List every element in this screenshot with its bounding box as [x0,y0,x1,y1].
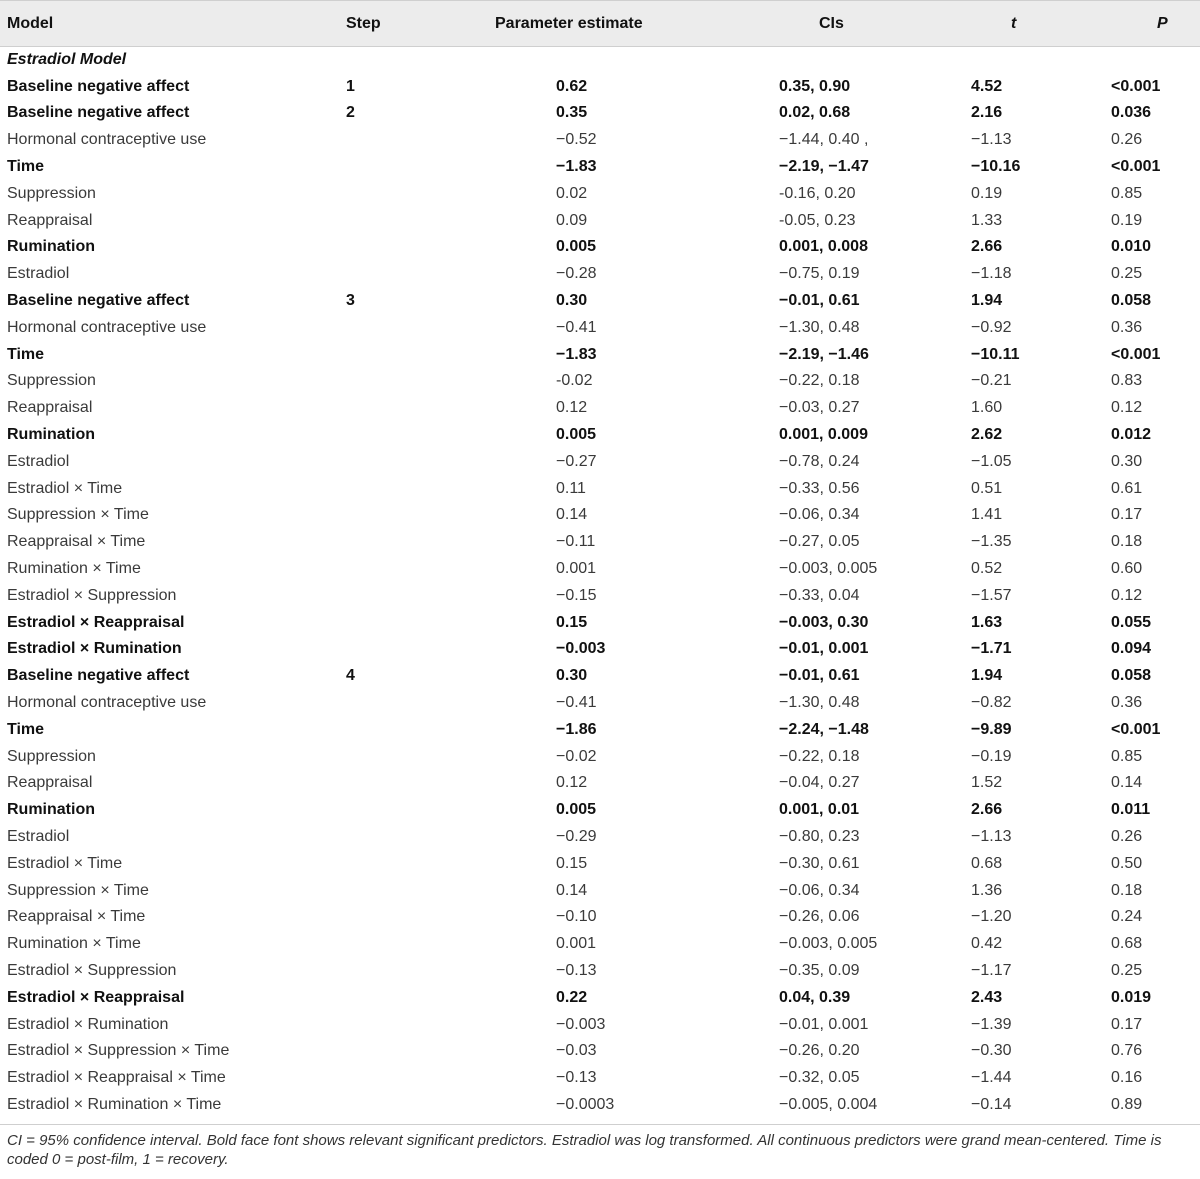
table-row [0,663,1200,690]
step-cell [346,529,476,556]
predictor-cell: Reappraisal [7,211,93,229]
estimate-cell: 0.005 [556,426,597,444]
t-value-cell: −0.19 [971,747,1012,765]
predictor-cell: Reappraisal [7,399,93,417]
t-value-cell: 0.68 [971,854,1003,872]
p-value-cell: 0.010 [1111,238,1152,256]
step-cell [346,716,476,743]
table-row [0,797,1200,824]
t-value-cell: −1.13 [971,828,1012,845]
step-cell [346,180,476,207]
predictor-cell: Baseline negative affect [7,104,190,122]
ci-cell: −0.01, 0.001 [779,640,869,658]
ci-cell: −0.06, 0.34 [779,881,860,899]
estimate-cell: −0.003 [556,1015,606,1033]
step-cell [346,448,476,475]
table-row [0,368,1200,395]
estimate-cell: −1.83 [556,158,597,176]
p-value-cell: 0.19 [1111,211,1143,229]
step-cell [346,368,476,395]
predictor-cell: Suppression [7,372,96,390]
header-row [0,1,1200,47]
estimate-cell: −0.10 [556,908,597,926]
ci-cell: −0.003, 0.005 [779,935,878,953]
ci-cell: 0.35, 0.90 [779,77,851,95]
predictor-cell: Estradiol [7,265,70,283]
table-row [0,556,1200,583]
t-value-cell: −10.11 [971,345,1020,363]
table-row [0,1092,1200,1119]
header-p: P [1073,1,1200,47]
table-row [0,1011,1200,1038]
table-row [0,958,1200,985]
p-value-cell: <0.001 [1111,158,1161,176]
estimate-cell: 0.001 [556,935,597,953]
p-value-cell: 0.89 [1111,1095,1143,1113]
t-value-cell: −1.20 [971,908,1012,926]
estimate-cell: −0.52 [556,131,597,149]
model-label: Estradiol Model [7,51,127,69]
p-value-cell: 0.094 [1111,640,1152,658]
predictor-cell: Time [7,720,45,738]
step-cell [346,850,476,877]
predictor-cell: Estradiol × Rumination × Time [7,1095,222,1113]
p-value-cell: 0.055 [1111,613,1152,631]
p-value-cell: 0.68 [1111,935,1143,953]
t-value-cell: −1.39 [971,1015,1012,1033]
step-cell [346,824,476,851]
table-row [0,448,1200,475]
t-value-cell: −1.18 [971,265,1012,283]
step-cell [346,797,476,824]
table-row [0,288,1200,315]
table-row [0,770,1200,797]
estimate-cell: -0.02 [556,372,593,390]
table-row [0,1065,1200,1092]
ci-cell: −0.30, 0.61 [779,854,860,872]
header-step: Step [346,1,476,47]
table-row [0,341,1200,368]
predictor-cell: Baseline negative affect [7,292,190,310]
step-cell [346,1038,476,1065]
estimate-cell: 0.005 [556,801,597,819]
t-value-cell: −10.16 [971,158,1021,176]
t-value-cell: 1.94 [971,667,1003,685]
ci-cell: -0.16, 0.20 [779,184,856,202]
predictor-cell: Estradiol × Time [7,854,123,872]
predictor-cell: Suppression [7,747,96,765]
t-value-cell: 1.63 [971,613,1003,631]
ci-cell: −2.19, −1.46 [779,345,869,363]
step-cell [346,1011,476,1038]
p-value-cell: 0.61 [1111,479,1143,497]
estimate-cell: 0.12 [556,399,588,417]
predictor-cell: Rumination [7,238,95,256]
table-row [0,716,1200,743]
t-value-cell: 1.41 [971,506,1003,524]
ci-cell: −0.22, 0.18 [779,372,860,390]
table-row [0,690,1200,717]
table-row [0,127,1200,154]
t-value-cell: −1.35 [971,533,1012,551]
table-row [0,636,1200,663]
step-cell [346,984,476,1011]
t-value-cell: 2.66 [971,238,1003,256]
p-value-cell: 0.17 [1111,1015,1143,1033]
p-value-cell: 0.60 [1111,560,1143,578]
predictor-cell: Baseline negative affect [7,77,190,95]
predictor-cell: Hormonal contraceptive use [7,694,207,712]
t-value-cell: −1.05 [971,452,1012,470]
estimate-cell: 0.30 [556,667,588,685]
table-row [0,395,1200,422]
p-value-cell: 0.26 [1111,828,1143,845]
t-value-cell: 0.19 [971,184,1003,202]
p-value-cell: 0.83 [1111,372,1143,390]
step-cell: 1 [346,77,355,95]
estimate-cell: 0.001 [556,560,597,578]
predictor-cell: Estradiol × Rumination [7,640,182,658]
predictor-cell: Estradiol × Rumination [7,1015,169,1033]
estimate-cell: −0.0003 [556,1095,615,1113]
p-value-cell: 0.012 [1111,426,1152,444]
p-value-cell: 0.14 [1111,774,1143,792]
estimate-cell: 0.14 [556,881,588,899]
step-cell [346,877,476,904]
p-value-cell: 0.17 [1111,506,1143,524]
ci-cell: −0.04, 0.27 [779,774,860,792]
ci-cell: −0.01, 0.001 [779,1015,869,1033]
header-model: Model [0,1,346,47]
estimate-cell: −0.13 [556,1069,597,1087]
t-value-cell: −1.71 [971,640,1012,658]
ci-cell: −0.35, 0.09 [779,961,860,979]
p-value-cell: 0.12 [1111,399,1143,417]
estimate-cell: −1.86 [556,720,597,738]
step-cell: 3 [346,292,355,310]
step-cell [346,904,476,931]
estimate-cell: 0.005 [556,238,597,256]
table-row [0,207,1200,234]
predictor-cell: Suppression [7,184,96,202]
p-value-cell: 0.85 [1111,184,1143,202]
header-parameter-estimate: Parameter estimate [476,1,721,47]
estimate-cell: −0.41 [556,318,597,336]
ci-cell: 0.001, 0.008 [779,238,868,256]
step-cell [346,636,476,663]
step-cell [346,931,476,958]
table-body [0,47,1200,1119]
ci-cell: −0.003, 0.005 [779,560,878,578]
table-footnote: CI = 95% confidence interval. Bold face font shows relevant significant predictors. Estradiol was log transformed. All continuous predictors were grand mean-centered. Time is coded 0 = post-film, 1 = recovery. [0,1124,1200,1169]
p-value-cell: 0.011 [1111,801,1151,819]
table-row [0,261,1200,288]
ci-cell: −0.003, 0.30 [779,613,869,631]
estimate-cell: −0.02 [556,747,597,765]
predictor-cell: Rumination × Time [7,935,141,953]
estimate-cell: −0.11 [556,533,596,551]
step-cell [346,743,476,770]
ci-cell: −0.32, 0.05 [779,1069,860,1087]
table-row [0,100,1200,127]
p-value-cell: 0.24 [1111,908,1143,926]
estimate-cell: 0.02 [556,184,588,202]
predictor-cell: Estradiol [7,828,70,845]
step-cell [346,234,476,261]
estimate-cell: 0.14 [556,506,588,524]
p-value-cell: 0.058 [1111,667,1152,685]
p-value-cell: 0.25 [1111,961,1143,979]
step-cell [346,422,476,449]
ci-cell: −0.01, 0.61 [779,292,860,310]
p-value-cell: 0.25 [1111,265,1143,283]
table-row [0,1038,1200,1065]
table-row [0,73,1200,100]
step-cell [346,958,476,985]
predictor-cell: Reappraisal × Time [7,533,146,551]
ci-cell: −0.33, 0.04 [779,586,860,604]
table-row [0,154,1200,181]
ci-cell: −0.26, 0.06 [779,908,860,926]
t-value-cell: 2.43 [971,988,1003,1006]
estimate-cell: −0.15 [556,586,597,604]
p-value-cell: 0.036 [1111,104,1152,122]
p-value-cell: 0.26 [1111,131,1143,149]
table-header [0,1,1200,47]
ci-cell: −0.80, 0.23 [779,828,860,845]
p-value-cell: 0.019 [1111,988,1152,1006]
header-cis: CIs [721,1,933,47]
t-value-cell: 2.62 [971,426,1003,444]
p-value-cell: 0.36 [1111,694,1143,712]
table-row [0,743,1200,770]
ci-cell: −0.22, 0.18 [779,747,860,765]
predictor-cell: Hormonal contraceptive use [7,131,207,149]
predictor-cell: Reappraisal [7,774,93,792]
t-value-cell: −0.21 [971,372,1012,390]
predictor-cell: Hormonal contraceptive use [7,318,207,336]
step-cell [346,556,476,583]
predictor-cell: Estradiol × Reappraisal [7,988,185,1006]
ci-cell: -0.05, 0.23 [779,211,856,229]
t-value-cell: 2.66 [971,801,1003,819]
table-row [0,422,1200,449]
ci-cell: −0.26, 0.20 [779,1042,860,1060]
p-value-cell: 0.18 [1111,533,1143,551]
predictor-cell: Estradiol × Suppression [7,586,177,604]
predictor-cell: Estradiol × Suppression × Time [7,1042,230,1060]
table-row [0,180,1200,207]
t-value-cell: −0.82 [971,694,1012,712]
table-row [0,314,1200,341]
table-row [0,475,1200,502]
predictor-cell: Time [7,345,45,363]
p-value-cell: 0.16 [1111,1069,1143,1087]
ci-cell: −2.24, −1.48 [779,720,869,738]
estimate-cell: 0.22 [556,988,588,1006]
t-value-cell: −1.44 [971,1069,1012,1087]
step-cell [346,690,476,717]
estimate-cell: 0.09 [556,211,588,229]
p-value-cell: 0.50 [1111,854,1143,872]
t-value-cell: 1.36 [971,881,1003,899]
step-cell [346,314,476,341]
predictor-cell: Estradiol × Time [7,479,123,497]
estimate-cell: −0.29 [556,828,597,845]
ci-cell: −1.30, 0.48 [779,694,860,712]
ci-cell: −1.30, 0.48 [779,318,860,336]
step-cell [346,207,476,234]
table-row [0,984,1200,1011]
step-cell [346,1065,476,1092]
t-value-cell: 1.94 [971,292,1003,310]
t-value-cell: 1.60 [971,399,1003,417]
ci-cell: −0.33, 0.56 [779,479,860,497]
predictor-cell: Estradiol × Reappraisal × Time [7,1069,226,1087]
t-value-cell: −0.30 [971,1042,1012,1060]
p-value-cell: <0.001 [1111,77,1161,95]
estimate-cell: −0.13 [556,961,597,979]
estimate-cell: −0.27 [556,452,597,470]
ci-cell: −0.06, 0.34 [779,506,860,524]
step-cell [346,261,476,288]
t-value-cell: −0.92 [971,318,1012,336]
t-value-cell: 1.52 [971,774,1003,792]
predictor-cell: Time [7,158,45,176]
step-cell [346,770,476,797]
ci-cell: 0.02, 0.68 [779,104,851,122]
table-row [0,824,1200,851]
estimate-cell: 0.15 [556,613,588,631]
table-row [0,529,1200,556]
step-cell [346,127,476,154]
step-cell [346,475,476,502]
step-cell [346,154,476,181]
ci-cell: 0.001, 0.01 [779,801,860,819]
estimate-cell: 0.30 [556,292,588,310]
estimate-cell: 0.11 [556,479,586,497]
t-value-cell: −1.17 [971,961,1012,979]
ci-cell: 0.04, 0.39 [779,988,851,1006]
t-value-cell: 4.52 [971,77,1003,95]
step-cell [346,582,476,609]
t-value-cell: −1.13 [971,131,1012,149]
ci-cell: −0.03, 0.27 [779,399,860,417]
table-row [0,582,1200,609]
ci-cell: −0.78, 0.24 [779,452,860,470]
predictor-cell: Suppression × Time [7,881,149,899]
table-row [0,850,1200,877]
estimate-cell: −0.41 [556,694,597,712]
t-value-cell: 1.33 [971,211,1003,229]
step-cell [346,609,476,636]
estimate-cell: 0.35 [556,104,588,122]
step-cell [346,502,476,529]
t-value-cell: 0.51 [971,479,1003,497]
ci-cell: −0.01, 0.61 [779,667,860,685]
model-label-row [0,47,1200,74]
step-cell [346,341,476,368]
t-value-cell: −0.14 [971,1095,1012,1113]
table-row [0,502,1200,529]
p-value-cell: 0.12 [1111,586,1143,604]
t-value-cell: 2.16 [971,104,1003,122]
header-t: t [933,1,1073,47]
p-value-cell: <0.001 [1111,345,1161,363]
p-value-cell: 0.058 [1111,292,1152,310]
t-value-cell: −9.89 [971,720,1012,738]
table-row [0,609,1200,636]
p-value-cell: 0.36 [1111,318,1143,336]
p-value-cell: 0.85 [1111,747,1143,765]
ci-cell: −1.44, 0.40 , [779,131,869,149]
predictor-cell: Estradiol [7,452,70,470]
step-cell [346,395,476,422]
step-cell [346,1092,476,1119]
predictor-cell: Rumination × Time [7,560,141,578]
estimate-cell: −0.003 [556,640,606,658]
predictor-cell: Suppression × Time [7,506,149,524]
step-cell: 4 [346,667,355,685]
predictor-cell: Baseline negative affect [7,667,190,685]
ci-cell: −0.75, 0.19 [779,265,860,283]
predictor-cell: Reappraisal × Time [7,908,146,926]
predictor-cell: Rumination [7,801,95,819]
estimate-cell: 0.15 [556,854,588,872]
t-value-cell: 0.52 [971,560,1003,578]
ci-cell: 0.001, 0.009 [779,426,868,444]
step-cell: 2 [346,104,355,122]
estimate-cell: −1.83 [556,345,597,363]
table-row [0,234,1200,261]
estimate-cell: 0.12 [556,774,588,792]
predictor-cell: Estradiol × Suppression [7,961,177,979]
table-row [0,877,1200,904]
table-row [0,931,1200,958]
estimate-cell: −0.28 [556,265,597,283]
predictor-cell: Rumination [7,426,95,444]
ci-cell: −0.005, 0.004 [779,1095,878,1113]
ci-cell: −2.19, −1.47 [779,158,869,176]
p-value-cell: 0.76 [1111,1042,1143,1060]
estimate-cell: −0.03 [556,1042,597,1060]
table-row [0,904,1200,931]
t-value-cell: 0.42 [971,935,1003,953]
p-value-cell: 0.30 [1111,452,1143,470]
estimate-cell: 0.62 [556,77,588,95]
ci-cell: −0.27, 0.05 [779,533,860,551]
p-value-cell: <0.001 [1111,720,1161,738]
predictor-cell: Estradiol × Reappraisal [7,613,185,631]
t-value-cell: −1.57 [971,586,1012,604]
p-value-cell: 0.18 [1111,881,1143,899]
